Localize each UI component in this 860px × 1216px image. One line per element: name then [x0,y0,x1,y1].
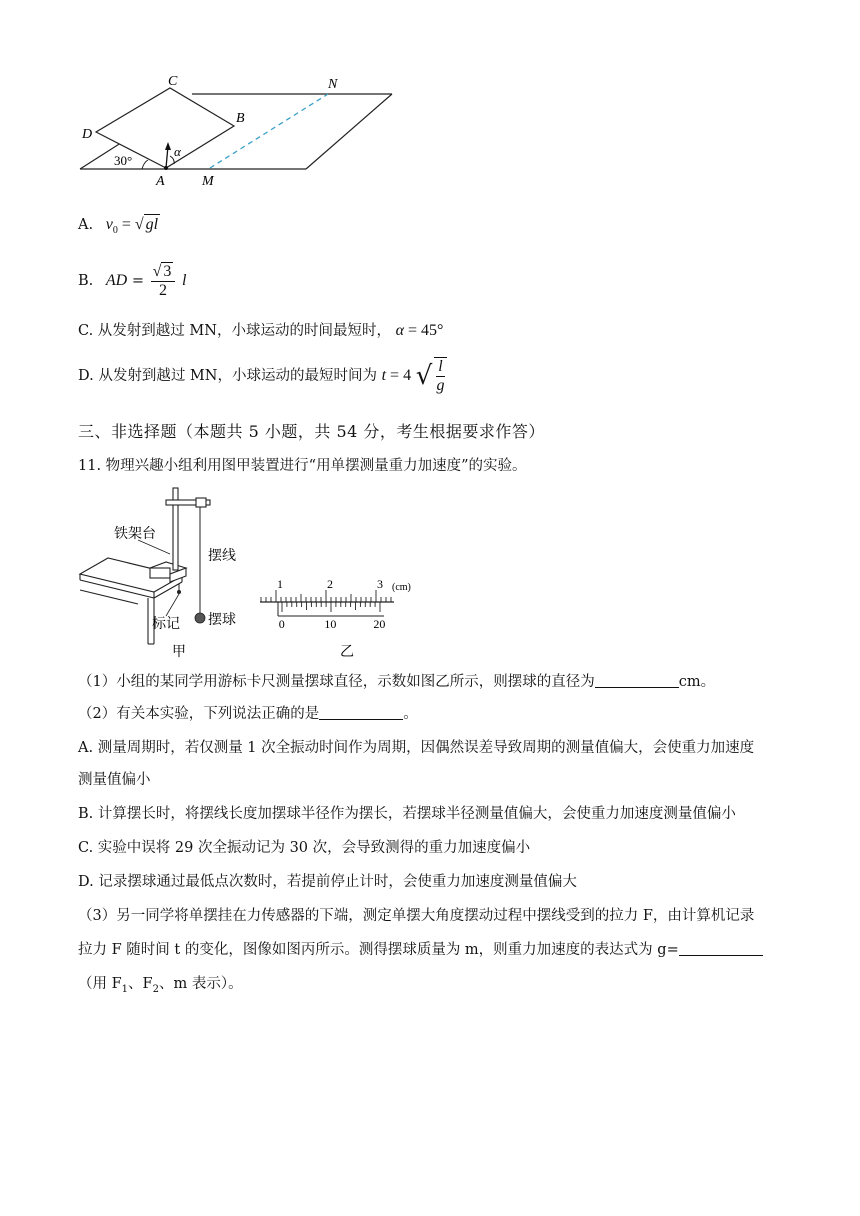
option-d-lhs: t [381,367,387,384]
label-N: N [328,77,338,92]
option-a-radicand: gl [145,216,159,233]
q11-part2-end: 。 [403,706,418,722]
q11-part3-line2-text: 拉力 F 随时间 t 的变化，图像如图丙所示。测得摆球质量为 m，则重力加速度的表达式为 g= [78,942,679,958]
vernier-scale [260,578,411,631]
vernier-scale-label: 0 [278,617,285,631]
q11-part1-unit: cm。 [678,674,716,690]
option-c-text: C. 从发射到越过 MN，小球运动的时间最短时， [78,323,391,339]
caption-yi: 乙 [340,645,354,660]
option-b-eq: = [131,273,144,289]
vernier-scale-label: 10 [324,617,337,631]
option-d-den: g [436,377,445,394]
main-scale-unit: (cm) [392,582,411,593]
option-d-text: D. 从发射到越过 MN，小球运动的最短时间为 [78,368,377,384]
q11-part1-text: （1）小组的某同学用游标卡尺测量摆球直径，示数如图乙所示，则摆球的直径为 [78,674,595,690]
option-c-eq: = 45° [403,322,444,339]
q11-part3-line3-post: 、m 表示）。 [158,976,243,992]
label-30deg: 30° [114,153,133,168]
option-b-lhs: AD [105,272,128,289]
vernier-caliper-figure [258,578,418,662]
label-alpha: α [174,144,181,159]
q11-part3-mid: 、F [128,976,153,992]
option-a-label: A. [78,217,94,233]
option-d-eq: = 4 [386,367,412,384]
option-c [78,321,443,341]
q11-part3-line3-pre: （用 F [78,976,122,992]
option-a-eq: = [121,216,131,233]
q11-option-b: B. 计算摆长时，将摆线长度加摆球半径作为摆长，若摆球半径测量值偏大，会使重力加速度测量值偏小 [78,806,736,822]
label-C: C [168,74,178,89]
vernier-scale-label: 20 [373,617,386,631]
option-c-alpha: α [395,322,404,339]
label-string: 摆线 [208,549,236,564]
caption-jia: 甲 [172,645,186,660]
option-b-num: 3 [163,263,172,280]
answer-blank-g[interactable] [679,941,763,956]
incline-figure [76,70,406,190]
q11-stem: 11. 物理兴趣小组利用图甲装置进行“用单摆测量重力加速度”的实验。 [78,458,527,474]
main-scale-label: 1 [277,578,283,591]
option-a-lhs: v [105,216,113,233]
option-d-num: l [438,358,443,375]
section-heading: 三、非选择题（本题共 5 小题，共 54 分，考生根据要求作答） [78,422,545,441]
q11-part2-text: （2）有关本实验，下列说法正确的是 [78,706,320,722]
label-D: D [82,127,93,142]
q11-option-d: D. 记录摆球通过最低点次数时，若提前停止计时，会使重力加速度测量值偏大 [78,874,577,890]
q11-part2 [78,704,418,724]
option-a-sub: 0 [112,225,118,237]
option-b-var: l [181,272,187,289]
option-b-label: B. [78,273,94,289]
label-A: A [156,174,165,189]
label-mark: 标记 [152,617,180,632]
q11-part3-line2 [78,940,763,960]
q11-part3-sub1: 1 [121,983,129,995]
label-ball: 摆球 [208,613,236,628]
pendulum-apparatus-figure [78,484,258,662]
option-b-den: 2 [158,282,167,299]
q11-option-c: C. 实验中误将 29 次全振动记为 30 次，会导致测得的重力加速度偏小 [78,840,531,856]
q11-part1 [78,672,715,692]
option-b: B. AD = $\frac{√ 3}{2}$ l [78,263,187,299]
q11-part3-sub2: 2 [152,983,159,995]
main-scale-label: 3 [377,578,383,591]
label-M: M [202,174,214,189]
q11-part3-line3 [78,974,243,1000]
label-B: B [236,111,245,126]
option-d: D. 从发射到越过 MN，小球运动的最短时间为 t = 4 √ $\frac{l}{g}$ [78,357,449,395]
q11-option-a-line2: 测量值偏小 [78,772,151,788]
option-a: A. $v_0$ = √ gl [78,216,159,237]
answer-blank-choice[interactable] [319,705,403,720]
main-scale-label: 2 [327,578,333,591]
q11-part3-line1: （3）另一同学将单摆挂在力传感器的下端，测定单摆大角度摆动过程中摆线受到的拉力 F，由计算机记录 [78,908,755,924]
answer-blank-diameter[interactable] [595,673,679,688]
q11-option-a-line1: A. 测量周期时，若仅测量 1 次全振动时间作为周期，因偶然误差导致周期的测量值偏大，会使重力加速度 [78,740,755,756]
label-stand: 铁架台 [114,527,156,542]
